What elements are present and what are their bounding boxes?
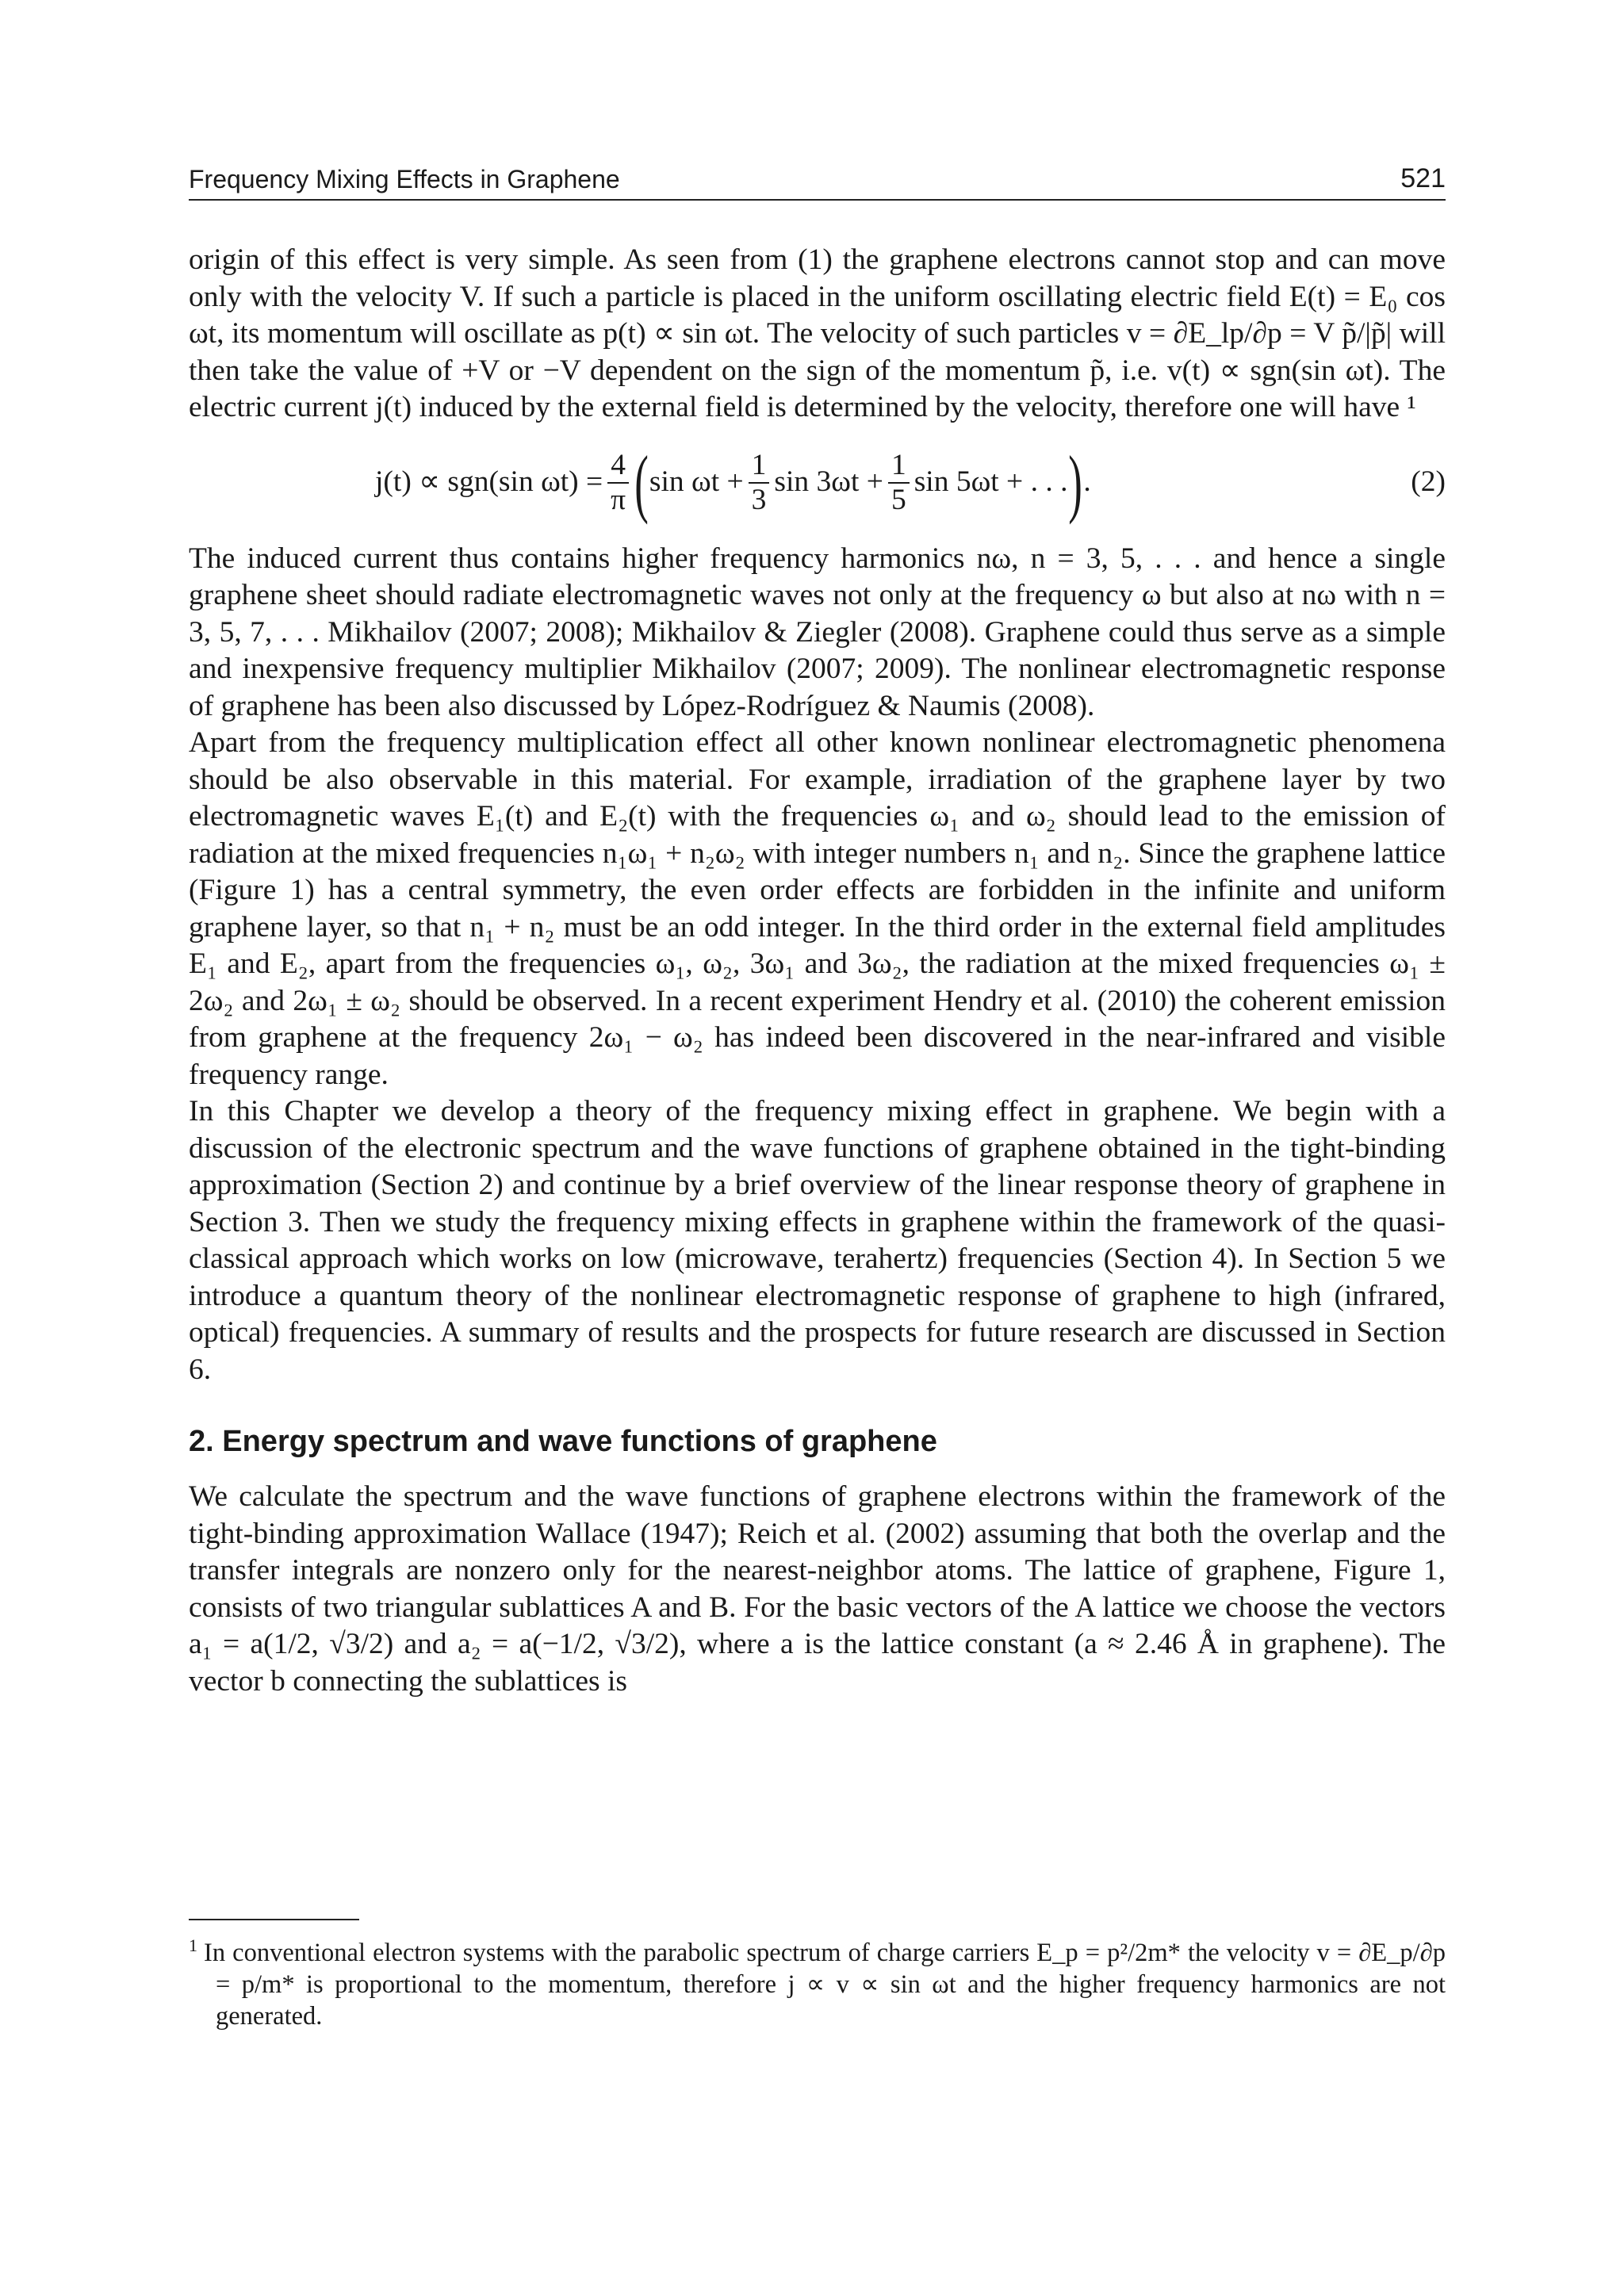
equation-body	[375, 431, 1091, 534]
right-paren: )	[1068, 439, 1083, 525]
body-text	[189, 242, 1446, 1700]
running-head-title: Frequency Mixing Effects in Graphene	[189, 165, 620, 193]
running-head	[189, 163, 1446, 201]
equation-term-3: sin 5ωt + . . .	[914, 465, 1068, 499]
fraction-denominator: 5	[891, 483, 906, 516]
footnote-text: In conventional electron systems with the parabolic spectrum of charge carriers E_p = p²/2m* the velocity v = ∂E_p/∂p = p/m* is proportional to the momentum, therefore j ∝ v ∝ sin ωt and the higher frequency harmonics are not generated.	[204, 1938, 1446, 2031]
fraction-denominator: 3	[751, 483, 767, 516]
equation-term-2: sin 3ωt +	[774, 465, 883, 499]
equation-fraction-1-5	[888, 449, 910, 517]
equation-fraction-4-pi	[607, 449, 629, 517]
footnote-rule	[189, 1919, 359, 1920]
equation-fraction-1-3	[749, 449, 770, 517]
fraction-numerator: 4	[607, 449, 629, 484]
equation-lhs: j(t) ∝ sgn(sin ωt) =	[375, 465, 603, 499]
equation-2	[189, 431, 1446, 534]
fraction-numerator: 1	[888, 449, 910, 484]
footnote	[189, 1930, 1446, 2032]
paragraph-4: In this Chapter we develop a theory of the frequency mixing effect in graphene. We begin with a discussion of the electronic spectrum and the wave functions of graphene obtained in the tight-binding approximation (Section 2) and continue by a brief overview of the linear response theory of graphene in Section 3. Then we study the frequency mixing effects in graphene within the framework of the quasi-classical approach which works on low (microwave, terahertz) frequencies (Section 4). In Section 5 we introduce a quantum theory of the nonlinear electromagnetic response of graphene to high (infrared, optical) frequencies. A summary of results and the prospects for future research are discussed in Section 6.	[189, 1095, 1446, 1386]
footnote-mark: 1	[189, 1935, 197, 1955]
equation-term-1: sin ωt +	[649, 465, 744, 499]
fraction-numerator: 1	[749, 449, 770, 484]
section-heading: 2. Energy spectrum and wave functions of graphene	[189, 1425, 937, 1458]
left-paren: (	[634, 439, 649, 525]
paragraph-5: We calculate the spectrum and the wave functions of graphene electrons within the framework of the tight-binding approximation Wallace (1947); Reich et al. (2002) assuming that both the overlap and the transfer integrals are nonzero only for the nearest-neighbor atoms. The lattice of graphene, Figure 1, consists of two triangular sublattices A and B. For the basic vectors of the A lattice we choose the vectors a₁ = a(1/2, √3/2) and a₂ = a(−1/2, √3/2), where a is the lattice constant (a ≈ 2.46 Å in graphene). The vector b connecting the sublattices is	[189, 1480, 1446, 1698]
equation-trail: .	[1083, 465, 1091, 499]
equation-number: (2)	[1411, 465, 1446, 499]
fraction-denominator: π	[611, 483, 626, 516]
page-number: 521	[1400, 163, 1446, 193]
paragraph-2: The induced current thus contains higher frequency harmonics nω, n = 3, 5, . . . and hence a single graphene sheet should radiate electromagnetic waves not only at the frequency ω but also at nω with n = 3, 5, 7, . . . Mikhailov (2007; 2008); Mikhailov & Ziegler (2008). Graphene could thus serve as a simple and inexpensive frequency multiplier Mikhailov (2007; 2009). The nonlinear electromagnetic response of graphene has been also discussed by López-Rodríguez & Naumis (2008).	[189, 542, 1446, 722]
paragraph-1: origin of this effect is very simple. As seen from (1) the graphene electrons cannot stop and can move only with the velocity V. If such a particle is placed in the uniform oscillating electric field E(t) = E₀ cos ωt, its momentum will oscillate as p(t) ∝ sin ωt. The velocity of such particles v = ∂E_lp/∂p = V p̃/|p̃| will then take the value of +V or −V dependent on the sign of the momentum p̃, i.e. v(t) ∝ sgn(sin ωt). The electric current j(t) induced by the external field is determined by the velocity, therefore one will have ¹	[189, 243, 1446, 423]
paragraph-3: Apart from the frequency multiplication effect all other known nonlinear electromagnetic phenomena should be also observable in this material. For example, irradiation of the graphene layer by two electromagnetic waves E₁(t) and E₂(t) with the frequencies ω₁ and ω₂ should lead to the emission of radiation at the mixed frequencies n₁ω₁ + n₂ω₂ with integer numbers n₁ and n₂. Since the graphene lattice (Figure 1) has a central symmetry, the even order effects are forbidden in the infinite and uniform graphene layer, so that n₁ + n₂ must be an odd integer. In the third order in the external field amplitudes E₁ and E₂, apart from the frequencies ω₁, ω₂, 3ω₁ and 3ω₂, the radiation at the mixed frequencies ω₁ ± 2ω₂ and 2ω₁ ± ω₂ should be observed. In a recent experiment Hendry et al. (2010) the coherent emission from graphene at the frequency 2ω₁ − ω₂ has indeed been discovered in the near-infrared and visible frequency range.	[189, 726, 1446, 1091]
